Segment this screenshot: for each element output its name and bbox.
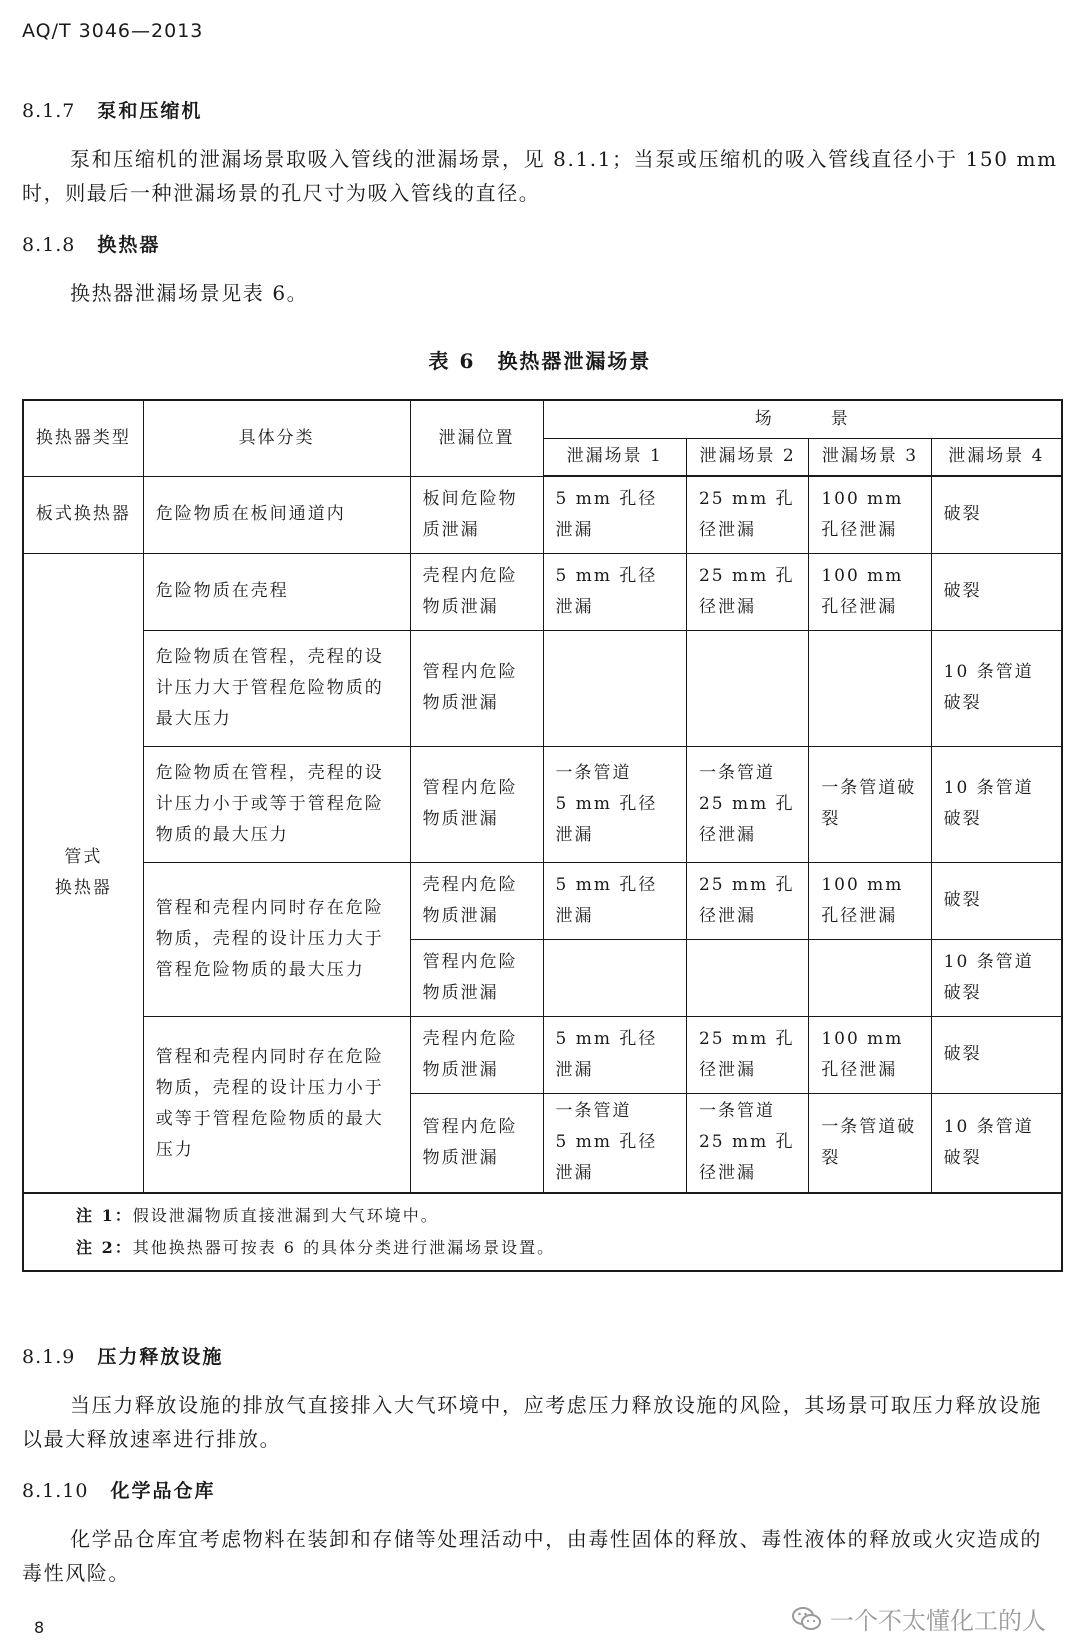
watermark-text: 一个不太懂化工的人 — [830, 1607, 1046, 1635]
cell-category: 管程和壳程内同时存在危险物质，壳程的设计压力大于管程危险物质的最大压力 — [143, 862, 410, 1016]
cell-scenario-3: 一条管道破裂 — [809, 1093, 931, 1193]
cell-location: 壳程内危险物质泄漏 — [410, 1016, 543, 1093]
section-paragraph-8-1-10: 化学品仓库宜考虑物料在装卸和存储等处理活动中，由毒性固体的释放、毒性液体的释放或火灾造成的毒性风险。 — [22, 1527, 1042, 1585]
header-scenario-4: 泄漏场景 4 — [931, 438, 1062, 476]
cell-scenario-3: 100 mm 孔径泄漏 — [809, 862, 931, 939]
cell-scenario-1: 5 mm 孔径泄漏 — [543, 476, 686, 553]
table-notes — [23, 1193, 1062, 1271]
table-note: 注 1：假设泄漏物质直接泄漏到大气环境中。 — [76, 1206, 439, 1225]
cell-category: 危险物质在管程，壳程的设计压力大于管程危险物质的最大压力 — [143, 630, 410, 746]
cell-category: 危险物质在板间通道内 — [143, 476, 410, 553]
section-title: 换热器 — [97, 234, 161, 256]
table-caption: 换热器泄漏场景 — [497, 349, 652, 373]
cell-location: 壳程内危险物质泄漏 — [410, 553, 543, 630]
cell-location: 板间危险物质泄漏 — [410, 476, 543, 553]
section-heading-8-1-8 — [22, 230, 160, 257]
watermark — [792, 1601, 1046, 1636]
header-scenario-3: 泄漏场景 3 — [809, 438, 931, 476]
cell-location: 壳程内危险物质泄漏 — [410, 862, 543, 939]
cell-scenario-1: 5 mm 孔径泄漏 — [543, 862, 686, 939]
cell-scenario-1 — [543, 939, 686, 1016]
cell-scenario-4: 破裂 — [931, 553, 1062, 630]
table-row — [23, 1016, 1062, 1093]
cell-location: 管程内危险物质泄漏 — [410, 1093, 543, 1193]
table-row — [23, 553, 1062, 630]
cell-scenario-4: 10 条管道破裂 — [931, 746, 1062, 862]
cell-scenario-3: 100 mm 孔径泄漏 — [809, 476, 931, 553]
section-heading-8-1-9 — [22, 1342, 223, 1369]
section-number: 8.1.9 — [22, 1346, 76, 1368]
standard-code: AQ/T 3046—2013 — [22, 20, 204, 42]
table-row — [23, 746, 1062, 862]
wechat-icon — [792, 1606, 822, 1632]
cell-type-tubular: 管式 换热器 — [23, 553, 143, 1193]
cell-scenario-4: 10 条管道破裂 — [931, 630, 1062, 746]
cell-scenario-2 — [686, 630, 808, 746]
table-notes-row — [23, 1193, 1062, 1271]
section-heading-8-1-7 — [22, 96, 202, 123]
cell-scenario-2: 25 mm 孔径泄漏 — [686, 476, 808, 553]
cell-scenario-4: 破裂 — [931, 476, 1062, 553]
cell-scenario-3: 一条管道破裂 — [809, 746, 931, 862]
cell-scenario-2 — [686, 939, 808, 1016]
cell-scenario-2: 25 mm 孔径泄漏 — [686, 1016, 808, 1093]
header-scenario-1: 泄漏场景 1 — [543, 438, 686, 476]
cell-scenario-1 — [543, 630, 686, 746]
cell-scenario-3 — [809, 630, 931, 746]
cell-scenario-1: 一条管道 5 mm 孔径泄漏 — [543, 1093, 686, 1193]
table-row — [23, 476, 1062, 553]
cell-scenario-3: 100 mm 孔径泄漏 — [809, 553, 931, 630]
table-number: 表 6 — [428, 349, 476, 373]
section-number: 8.1.10 — [22, 1480, 89, 1502]
section-number: 8.1.7 — [22, 100, 76, 122]
cell-location: 管程内危险物质泄漏 — [410, 939, 543, 1016]
cell-scenario-2: 25 mm 孔径泄漏 — [686, 553, 808, 630]
section-number: 8.1.8 — [22, 234, 76, 256]
section-title: 泵和压缩机 — [97, 100, 203, 122]
cell-category: 管程和壳程内同时存在危险物质，壳程的设计压力小于或等于管程危险物质的最大压力 — [143, 1016, 410, 1193]
cell-scenario-2: 25 mm 孔径泄漏 — [686, 862, 808, 939]
header-location: 泄漏位置 — [410, 400, 543, 476]
section-paragraph-8-1-8: 换热器泄漏场景见表 6。 — [70, 281, 309, 305]
cell-scenario-2: 一条管道 25 mm 孔径泄漏 — [686, 746, 808, 862]
cell-scenario-4: 10 条管道破裂 — [931, 1093, 1062, 1193]
cell-location: 管程内危险物质泄漏 — [410, 630, 543, 746]
cell-category: 危险物质在壳程 — [143, 553, 410, 630]
cell-type: 板式换热器 — [23, 476, 143, 553]
page-number: 8 — [34, 1618, 45, 1637]
section-title: 压力释放设施 — [97, 1346, 224, 1368]
cell-scenario-1: 5 mm 孔径泄漏 — [543, 1016, 686, 1093]
table-note: 注 2：其他换热器可按表 6 的具体分类进行泄漏场景设置。 — [76, 1238, 556, 1257]
leak-scenario-table — [22, 399, 1063, 1272]
cell-scenario-4: 破裂 — [931, 862, 1062, 939]
cell-location: 管程内危险物质泄漏 — [410, 746, 543, 862]
cell-scenario-1: 5 mm 孔径泄漏 — [543, 553, 686, 630]
header-category: 具体分类 — [143, 400, 410, 476]
table-row — [23, 630, 1062, 746]
table-row — [23, 862, 1062, 939]
section-title: 化学品仓库 — [110, 1480, 216, 1502]
cell-scenario-4: 破裂 — [931, 1016, 1062, 1093]
header-scenario-2: 泄漏场景 2 — [686, 438, 808, 476]
cell-scenario-2: 一条管道 25 mm 孔径泄漏 — [686, 1093, 808, 1193]
table-header-row — [23, 400, 1062, 438]
section-paragraph-8-1-7: 泵和压缩机的泄漏场景取吸入管线的泄漏场景，见 8.1.1；当泵或压缩机的吸入管线直径小于 150 mm 时，则最后一种泄漏场景的孔尺寸为吸入管线的直径。 — [22, 147, 1058, 205]
section-paragraph-8-1-9: 当压力释放设施的排放气直接排入大气环境中，应考虑压力释放设施的风险，其场景可取压力释放设施以最大释放速率进行排放。 — [22, 1393, 1042, 1451]
header-type: 换热器类型 — [23, 400, 143, 476]
section-heading-8-1-10 — [22, 1476, 215, 1503]
cell-scenario-1: 一条管道 5 mm 孔径泄漏 — [543, 746, 686, 862]
header-scenario-group: 场 景 — [543, 400, 1062, 438]
cell-scenario-3: 100 mm 孔径泄漏 — [809, 1016, 931, 1093]
cell-category: 危险物质在管程，壳程的设计压力小于或等于管程危险物质的最大压力 — [143, 746, 410, 862]
cell-scenario-4: 10 条管道破裂 — [931, 939, 1062, 1016]
cell-scenario-3 — [809, 939, 931, 1016]
table-title — [0, 345, 1080, 374]
